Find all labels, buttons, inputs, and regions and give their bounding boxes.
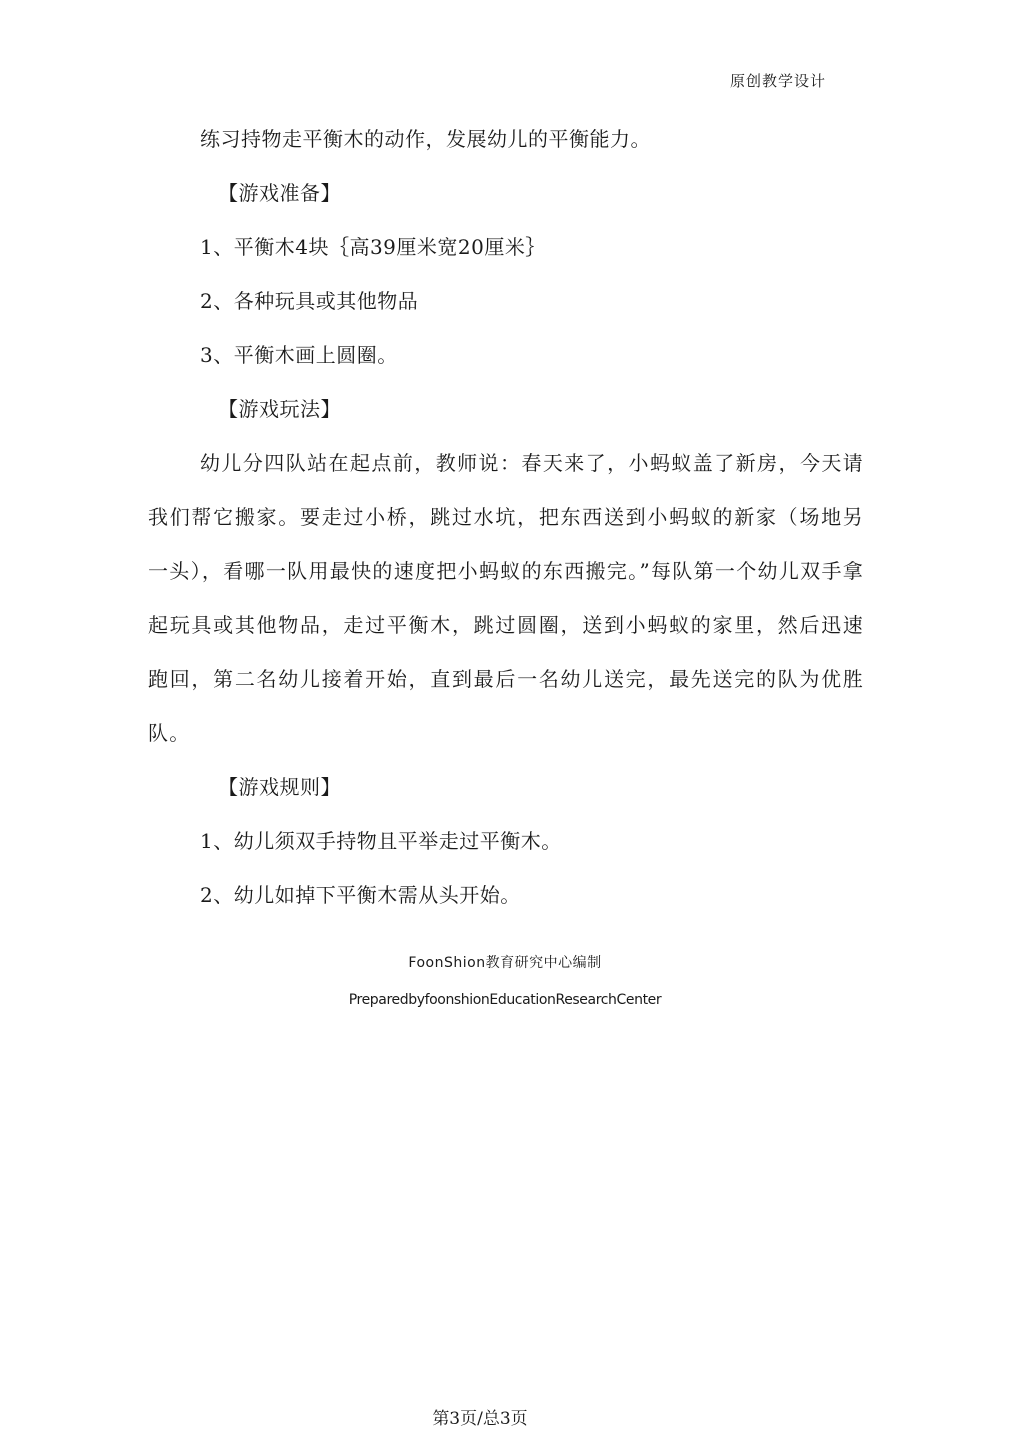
rules-item-1: 1、幼儿须双手持物且平举走过平衡木。 [200, 829, 562, 853]
rules-heading: 【游戏规则】 [218, 775, 341, 799]
document-body [148, 112, 864, 922]
page-number: 第3页/总3页 [432, 1409, 528, 1429]
header-label: 原创教学设计 [729, 72, 826, 90]
play-paragraph: 幼儿分四队站在起点前，教师说：春天来了，小蚂蚁盖了新房，今天请我们帮它搬家。要走过小桥，跳过水坑，把东西送到小蚂蚁的新家（场地另一头），看哪一队用最快的速度把小蚂蚁的东西搬完。”每队第一个幼儿双手拿起玩具或其他物品，走过平衡木，跳过圆圈，送到小蚂蚁的家里，然后迅速跑回，第二名幼儿接着开始，直到最后一名幼儿送完，最先送完的队为优胜队。 [148, 451, 864, 745]
prep-item-2: 2、各种玩具或其他物品 [200, 289, 419, 313]
footer-publisher-en: PreparedbyfoonshionEducationResearchCenter [348, 992, 662, 1008]
prep-item-3: 3、平衡木画上圆圈。 [200, 343, 398, 367]
play-heading: 【游戏玩法】 [218, 397, 341, 421]
prep-heading: 【游戏准备】 [218, 181, 341, 205]
prep-item-1: 1、平衡木4块｛高39厘米宽20厘米｝ [200, 235, 546, 259]
footer-publisher-cn: FoonShion教育研究中心编制 [408, 955, 602, 971]
rules-item-2: 2、幼儿如掉下平衡木需从头开始。 [200, 883, 521, 907]
goal-line: 练习持物走平衡木的动作，发展幼儿的平衡能力。 [200, 127, 651, 151]
